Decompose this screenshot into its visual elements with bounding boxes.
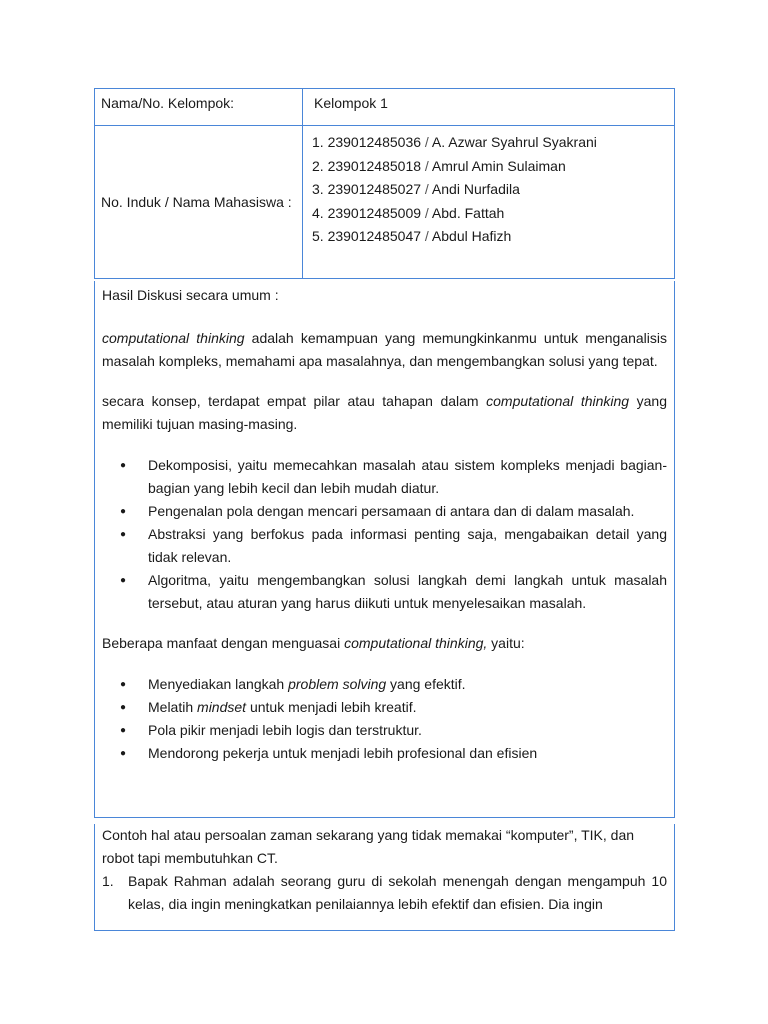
bullet-icon: ● [120, 575, 127, 586]
definition-paragraph: computational thinking adalah kemampuan yang memungkinkanmu untuk menganalisis masalah kompleks, memahami apa masalahnya, dan mengembangkan solusi yang tepat. [102, 330, 668, 369]
list-item: ● Mendorong pekerja untuk menjadi lebih profesional dan efisien [102, 742, 667, 765]
group-row [94, 88, 675, 126]
members-row [94, 126, 675, 279]
member-item: 4. 239012485009 / Abd. Fattah [312, 204, 505, 221]
member-name: Andi Nurfadila [431, 181, 520, 197]
members-list [303, 126, 674, 278]
group-label: Nama/No. Kelompok: [95, 89, 303, 125]
list-item: ● Menyediakan langkah problem solving yang efektif. [102, 673, 667, 696]
member-name: Amrul Amin Sulaiman [431, 157, 566, 174]
list-item: ● Melatih mindset untuk menjadi lebih kreatif. [102, 696, 667, 719]
member-name: Abd. Fattah [431, 204, 505, 221]
pillars-intro-paragraph: secara konsep, terdapat empat pilar atau tahapan dalam computational thinking yang memiliki tujuan masing-masing. [102, 393, 667, 432]
members-label [95, 126, 303, 278]
benefits-intro-paragraph: Beberapa manfaat dengan menguasai computational thinking, yaitu: [102, 635, 525, 651]
member-nim: 239012485018 [327, 157, 422, 174]
bullet-icon: ● [120, 725, 127, 736]
group-value: Kelompok 1 [314, 95, 388, 111]
bullet-icon: ● [120, 460, 127, 471]
member-nim: 239012485036 [327, 134, 422, 150]
member-name: Abdul Hafizh [431, 228, 512, 244]
member-nim: 239012485047 [327, 228, 422, 244]
list-item: ● Pola pikir menjadi lebih logis dan terstruktur. [102, 719, 667, 742]
list-item: ● Abstraksi yang berfokus pada informasi penting saja, mengabaikan detail yang tidak relevan. [102, 523, 667, 569]
member-item: 1. 239012485036 / A. Azwar Syahrul Syakrani [312, 134, 597, 150]
discussion-row [94, 281, 675, 818]
members-label-text: No. Induk / Nama Mahasiswa : [101, 194, 292, 210]
member-item: 5. 239012485047 / Abdul Hafizh [312, 228, 512, 244]
list-item: ● Algoritma, yaitu mengembangkan solusi langkah demi langkah untuk masalah tersebut, atau aturan yang harus diikuti untuk menyelesaikan masalah. [102, 569, 667, 615]
benefits-list [102, 673, 667, 765]
bullet-icon: ● [120, 679, 127, 690]
bullet-icon: ● [120, 529, 127, 540]
bullet-icon: ● [120, 506, 127, 517]
member-nim: 239012485027 [327, 181, 422, 197]
examples-row [94, 824, 675, 931]
bullet-icon: ● [120, 702, 127, 713]
list-item: ● Dekomposisi, yaitu memecahkan masalah atau sistem kompleks menjadi bagian-bagian yang lebih kecil dan lebih mudah diatur. [102, 454, 667, 500]
member-nim: 239012485009 [327, 204, 422, 221]
member-item: 3. 239012485027 / Andi Nurfadila [312, 181, 520, 197]
list-item: ● Pengenalan pola dengan mencari persamaan di antara dan di dalam masalah. [102, 500, 667, 523]
discussion-heading: Hasil Diskusi secara umum : [102, 287, 279, 303]
bullet-icon: ● [120, 748, 127, 759]
worksheet-table [94, 88, 675, 931]
examples-intro: Contoh hal atau persoalan zaman sekarang yang tidak memakai “komputer”, TIK, dan robot tapi membutuhkan CT. [102, 827, 635, 866]
member-item: 2. 239012485018 / Amrul Amin Sulaiman [312, 157, 566, 174]
examples-list [102, 870, 667, 916]
list-item: 1. Bapak Rahman adalah seorang guru di sekolah menengah dengan mengampuh 10 kelas, dia ingin meningkatkan penilaiannya lebih efektif dan efisien. Dia ingin [102, 873, 667, 912]
pillars-list [102, 454, 667, 615]
member-name: A. Azwar Syahrul Syakrani [431, 134, 597, 150]
